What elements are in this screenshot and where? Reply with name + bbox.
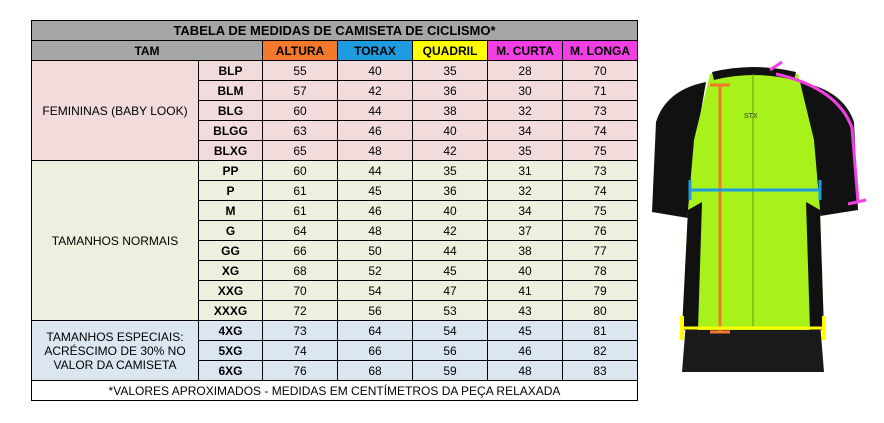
measurement-cell: 68 [263,261,338,281]
measurement-cell: 30 [488,81,563,101]
measurement-cell: 35 [488,141,563,161]
measurement-cell: 52 [338,261,413,281]
size-code: M [199,201,263,221]
measurement-cell: 65 [263,141,338,161]
column-header-altura: ALTURA [263,41,338,61]
measurement-cell: 82 [563,341,638,361]
size-code: GG [199,241,263,261]
group-label-line: VALOR DA CAMISETA [53,357,177,372]
measurement-cell: 41 [488,281,563,301]
measurement-cell: 56 [338,301,413,321]
measurement-cell: 74 [563,181,638,201]
measurement-cell: 36 [413,181,488,201]
size-code: 4XG [199,321,263,341]
table-row [32,61,638,81]
size-code: P [199,181,263,201]
measurement-cell: 47 [413,281,488,301]
size-code: XXXG [199,301,263,321]
measurement-cell: 59 [413,361,488,381]
measurement-cell: 42 [413,141,488,161]
measurement-cell: 48 [338,221,413,241]
measurement-cell: 66 [263,241,338,261]
measurement-cell: 73 [263,321,338,341]
measurement-cell: 34 [488,201,563,221]
measurement-cell: 37 [488,221,563,241]
group-label-line: TAMANHOS ESPECIAIS: [46,329,184,344]
measurement-cell: 70 [263,281,338,301]
measurement-cell: 48 [338,141,413,161]
measurement-cell: 63 [263,121,338,141]
column-header-quadril: QUADRIL [413,41,488,61]
measurement-cell: 73 [563,101,638,121]
measurement-cell: 32 [488,181,563,201]
measurement-cell: 61 [263,201,338,221]
size-code: PP [199,161,263,181]
measurement-cell: 60 [263,101,338,121]
measurement-cell: 72 [263,301,338,321]
measurement-cell: 46 [338,201,413,221]
size-code: BLP [199,61,263,81]
group-label-line: TAMANHOS NORMAIS [51,233,179,248]
measurement-cell: 53 [413,301,488,321]
group-label-femininas [32,61,199,161]
measurement-cell: 42 [338,81,413,101]
measurement-cell: 56 [413,341,488,361]
group-label-line: FEMININAS (BABY LOOK) [42,103,188,118]
measurement-cell: 75 [563,201,638,221]
size-code: BLM [199,81,263,101]
measurement-cell: 46 [488,341,563,361]
size-code: BLXG [199,141,263,161]
footnote-row [32,381,638,401]
measurement-cell: 35 [413,61,488,81]
measurement-cell: 73 [563,161,638,181]
group-label-normais [32,161,199,321]
measurement-cell: 31 [488,161,563,181]
size-chart-table [31,20,638,401]
size-code: 6XG [199,361,263,381]
measurement-cell: 32 [488,101,563,121]
table-row [32,161,638,181]
measurement-cell: 40 [488,261,563,281]
measurement-cell: 40 [413,121,488,141]
size-code: XG [199,261,263,281]
size-code: 5XG [199,341,263,361]
measurement-cell: 76 [263,361,338,381]
measurement-cell: 61 [263,181,338,201]
measurement-cell: 34 [488,121,563,141]
measurement-cell: 45 [413,261,488,281]
size-code: BLGG [199,121,263,141]
jersey-measurement-diagram [648,60,873,385]
group-label-line: ACRÉSCIMO DE 30% NO [44,343,186,358]
column-header-manga-longa: M. LONGA [563,41,638,61]
measurement-cell: 44 [338,161,413,181]
table-title: TABELA DE MEDIDAS DE CAMISETA DE CICLISMO* [32,21,638,41]
measurement-cell: 70 [563,61,638,81]
measurement-cell: 83 [563,361,638,381]
measurement-cell: 64 [263,221,338,241]
measurement-cell: 55 [263,61,338,81]
table-row [32,321,638,341]
measurement-cell: 79 [563,281,638,301]
measurement-cell: 38 [488,241,563,261]
measurement-cell: 43 [488,301,563,321]
measurement-cell: 50 [338,241,413,261]
measurement-cell: 76 [563,221,638,241]
measurement-cell: 66 [338,341,413,361]
measurement-cell: 35 [413,161,488,181]
measurement-cell: 28 [488,61,563,81]
measurement-cell: 60 [263,161,338,181]
measurement-cell: 44 [413,241,488,261]
measurement-cell: 45 [338,181,413,201]
size-code: G [199,221,263,241]
measurement-cell: 80 [563,301,638,321]
measurement-cell: 75 [563,141,638,161]
size-code: XXG [199,281,263,301]
measurement-cell: 64 [338,321,413,341]
size-code: BLG [199,101,263,121]
column-header-torax: TORAX [338,41,413,61]
measurement-cell: 46 [338,121,413,141]
measurement-cell: 74 [563,121,638,141]
measurement-cell: 54 [338,281,413,301]
measurement-cell: 78 [563,261,638,281]
measurement-cell: 81 [563,321,638,341]
measurement-cell: 48 [488,361,563,381]
measurement-cell: 57 [263,81,338,101]
jersey-logo: STX [744,113,758,120]
measurement-cell: 71 [563,81,638,101]
measurement-cell: 45 [488,321,563,341]
measurement-cell: 54 [413,321,488,341]
size-column-header: TAM [32,41,263,61]
measurement-cell: 74 [263,341,338,361]
measurement-cell: 42 [413,221,488,241]
measurement-cell: 44 [338,101,413,121]
table-footnote: *VALORES APROXIMADOS - MEDIDAS EM CENTÍMETROS DA PEÇA RELAXADA [32,381,638,401]
measurement-cell: 38 [413,101,488,121]
column-header-manga-curta: M. CURTA [488,41,563,61]
measurement-cell: 68 [338,361,413,381]
measurement-cell: 77 [563,241,638,261]
measurement-cell: 36 [413,81,488,101]
group-label-especiais [32,321,199,381]
measurement-cell: 40 [338,61,413,81]
measurement-cell: 40 [413,201,488,221]
